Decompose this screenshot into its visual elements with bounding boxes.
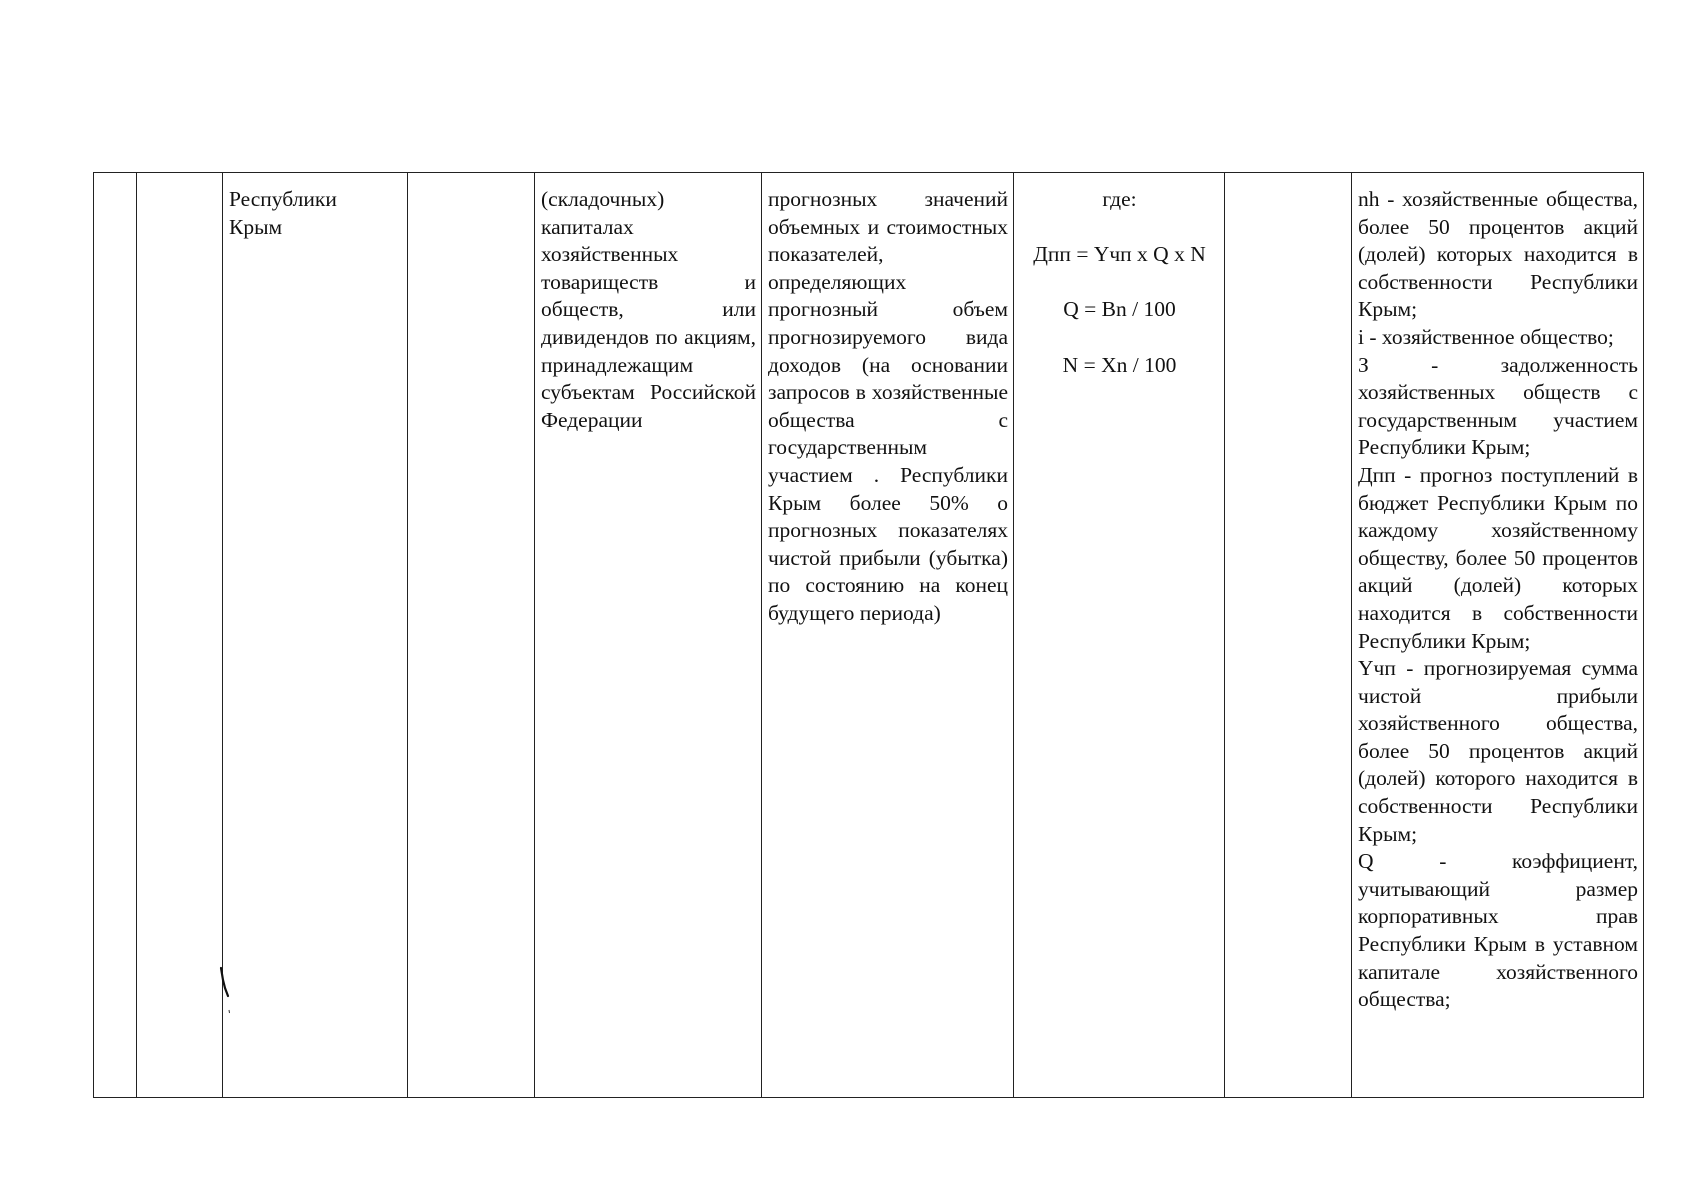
cell-empty bbox=[1225, 173, 1352, 1098]
table-row bbox=[94, 173, 1644, 1098]
cell-method-description bbox=[762, 173, 1014, 1098]
cell-administrator bbox=[223, 173, 408, 1098]
variable-definition-dpp: Дпп - прогноз поступлений в бюджет Республики Крым по каждому хозяйственному обществу, более 50 процентов акций (долей) которых находится в собственности Республики Крым; bbox=[1358, 462, 1638, 653]
administrator-text-line: Крым bbox=[229, 214, 283, 239]
formula-dpp: Дпп = Yчп x Q x N bbox=[1033, 242, 1206, 267]
revenue-name-text: (складочных) капиталах хозяйственных товариществ и обществ, или дивидендов по акциям, принадлежащим субъектам Российской Федерации bbox=[541, 187, 756, 432]
cell-number bbox=[94, 173, 137, 1098]
cell-revenue-name bbox=[535, 173, 762, 1098]
revenue-methodology-table bbox=[93, 172, 1644, 1098]
pen-stroke-mark bbox=[219, 966, 233, 1016]
variable-definition-q: Q - коэффициент, учитывающий размер корпоративных прав Республики Крым в уставном капитале хозяйственного общества; bbox=[1358, 849, 1638, 1012]
variable-definition-ychp: Yчп - прогнозируемая сумма чистой прибыли хозяйственного общества, более 50 процентов акций (долей) которого находится в собственности Республики Крым; bbox=[1358, 656, 1638, 846]
formula-q: Q = Bn / 100 bbox=[1063, 297, 1176, 322]
administrator-text-line: Республики bbox=[229, 187, 337, 211]
cell-variable-definitions bbox=[1352, 173, 1644, 1098]
variable-definition-i: i - хозяйственное общество; bbox=[1358, 324, 1614, 349]
formula-n: N = Xn / 100 bbox=[1062, 352, 1177, 377]
cell-formula bbox=[1014, 173, 1225, 1098]
cell-code bbox=[137, 173, 223, 1098]
variable-definition-nh: nh - хозяйственные общества, более 50 процентов акций (долей) которых находится в собственности Республики Крым; bbox=[1358, 187, 1638, 322]
method-description-text: прогнозных значений объемных и стоимостных показателей, определяющих прогнозный объем прогнозируемого вида доходов (на основании запросов в хозяйственные общества с государственным участием . Республики Крым более 50% о прогнозных показателях чистой прибыли (убытка) по состоянию на конец будущего периода) bbox=[768, 187, 1008, 625]
formula-where-label: где: bbox=[1102, 187, 1137, 211]
cell-kbk bbox=[408, 173, 535, 1098]
variable-definition-z: З - задолженность хозяйственных обществ с государственным участием Республики Крым; bbox=[1358, 352, 1638, 460]
